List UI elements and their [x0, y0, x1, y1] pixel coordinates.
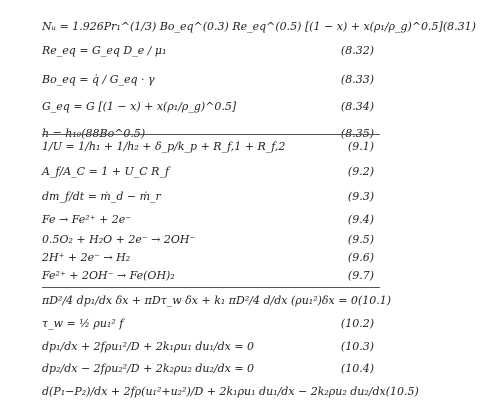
equation-expression: Fe²⁺ + 2OH⁻ → Fe(OH)₂	[42, 269, 175, 282]
equation-number: (9.6)	[347, 251, 374, 264]
equation-number: (8.32)	[340, 44, 374, 57]
equation-10-5	[42, 385, 419, 399]
equation-10-4	[42, 363, 380, 376]
equation-10-3	[42, 341, 380, 354]
equation-expression: dp₂/dx − 2fρu₂²/D + 2k₂ρu₂ du₂/dx = 0	[42, 362, 255, 375]
equation-expression: Fe → Fe²⁺ + 2e⁻	[42, 213, 132, 226]
equation-10-2	[42, 318, 380, 331]
equation-9-4	[42, 214, 380, 227]
equation-8-33	[42, 74, 380, 87]
equation-number: (8.34)	[340, 100, 374, 113]
equation-expression: Bo_eq = q̇ / G_eq · γ	[42, 73, 155, 86]
equation-expression: 1/U = 1/h₁ + 1/h₂ + δ_p/k_p + R_f,1 + R_f,2	[42, 140, 286, 153]
equation-9-6	[42, 252, 380, 265]
equation-expression: Nᵤ = 1.926Pr₁^(1/3) Bo_eq^(0.3) Re_eq^(0.5) [(1 − x) + x(ρ₁/ρ_g)^0.5]	[42, 20, 443, 33]
equation-number: (9.1)	[347, 140, 374, 153]
equation-9-7	[42, 270, 380, 283]
equation-number: (9.7)	[347, 269, 374, 282]
equation-number: (10.4)	[340, 362, 374, 375]
equation-expression: d(P₁−P₂)/dx + 2fρ(u₁²+u₂²)/D + 2k₁ρu₁ du₁/dx − 2k₂ρu₂ du₂/dx	[42, 385, 386, 398]
equation-expression: dm_f/dt = ṁ_d − ṁ_r	[42, 190, 161, 203]
equation-number: (8.31)	[442, 20, 476, 33]
equation-number: (10.1)	[357, 294, 392, 307]
equation-number: (10.3)	[340, 340, 374, 353]
equation-expression: πD²/4 dp₁/dx δx + πDτ_w δx + k₁ πD²/4 d/dx (ρu₁²)δx = 0	[42, 294, 358, 307]
equation-9-5	[42, 234, 380, 247]
equation-expression: Re_eq = G_eq D_e / μ₁	[42, 44, 167, 57]
equation-8-31	[42, 20, 476, 34]
equation-number: (9.5)	[347, 233, 374, 246]
equation-9-3	[42, 191, 380, 204]
equation-number: (10.5)	[385, 385, 419, 398]
equation-expression: dp₁/dx + 2fρu₁²/D + 2k₁ρu₁ du₁/dx = 0	[42, 340, 255, 353]
equation-expression: A_f/A_C = 1 + U_C R_f	[42, 165, 170, 178]
equation-expression: τ_w = ½ ρu₁² f	[42, 317, 124, 330]
equation-number: (8.35)	[340, 127, 374, 140]
equation-8-34	[42, 101, 380, 114]
equation-9-2	[42, 166, 380, 179]
equation-expression: h = h₁₀(88Bo^0.5)	[42, 127, 146, 140]
equation-expression: 2H⁺ + 2e⁻ → H₂	[42, 251, 131, 264]
section-rule-9-10	[42, 287, 380, 288]
equation-number: (9.2)	[347, 165, 374, 178]
equation-number: (9.4)	[347, 213, 374, 226]
section-rule-8-9	[42, 134, 380, 135]
equation-10-1	[42, 294, 392, 308]
equation-number: (8.33)	[340, 73, 374, 86]
equation-expression: G_eq = G [(1 − x) + x(ρ₁/ρ_g)^0.5]	[42, 100, 237, 113]
equation-expression: 0.5O₂ + H₂O + 2e⁻ → 2OH⁻	[42, 233, 196, 246]
equation-number: (10.2)	[340, 317, 374, 330]
equation-number: (9.3)	[347, 190, 374, 203]
equation-9-1	[42, 141, 380, 154]
equation-8-32	[42, 45, 380, 58]
